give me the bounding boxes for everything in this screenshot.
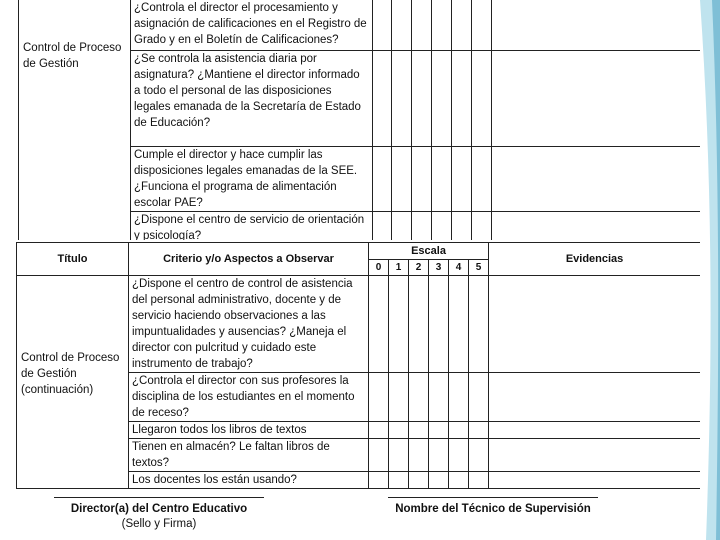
scale-cell-3[interactable] xyxy=(432,146,452,211)
criteria-text: Cumple el director y hace cumplir las disposiciones legales emanadas de la SEE. ¿Funciona el programa de alimentación escolar PAE? xyxy=(134,148,358,209)
checklist-table-page-2 xyxy=(16,242,700,489)
signature-label-right: Nombre del Técnico de Supervisión xyxy=(395,503,591,515)
evaluation-sheet-page-2 xyxy=(16,242,700,540)
scale-cell-0[interactable] xyxy=(369,422,389,439)
criteria-cell xyxy=(131,211,373,240)
scale-cell-1[interactable] xyxy=(392,50,412,146)
scale-value-3: 3 xyxy=(429,260,449,276)
criteria-cell xyxy=(129,422,369,439)
evidence-cell[interactable] xyxy=(489,422,700,439)
evidence-cell[interactable] xyxy=(492,0,701,50)
scale-cell-1[interactable] xyxy=(389,276,409,373)
scale-cell-5[interactable] xyxy=(469,472,489,489)
scale-value-0: 0 xyxy=(369,260,389,276)
scale-cell-0[interactable] xyxy=(373,50,392,146)
header-title: Título xyxy=(17,243,129,276)
scale-cell-4[interactable] xyxy=(449,439,469,472)
scale-cell-2[interactable] xyxy=(409,373,429,422)
scale-value-5: 5 xyxy=(469,260,489,276)
scale-cell-4[interactable] xyxy=(449,373,469,422)
scale-cell-3[interactable] xyxy=(432,211,452,240)
scale-cell-4[interactable] xyxy=(452,146,472,211)
scale-cell-2[interactable] xyxy=(412,146,432,211)
scale-cell-2[interactable] xyxy=(412,0,432,50)
evaluation-sheet-page-1 xyxy=(18,0,700,240)
scale-cell-0[interactable] xyxy=(373,146,392,211)
evidence-cell[interactable] xyxy=(489,472,700,489)
criteria-cell xyxy=(129,373,369,422)
evidence-cell[interactable] xyxy=(492,146,701,211)
scale-value-1: 1 xyxy=(389,260,409,276)
scale-cell-1[interactable] xyxy=(389,373,409,422)
criteria-cell xyxy=(131,50,373,146)
scale-cell-1[interactable] xyxy=(392,0,412,50)
scale-cell-3[interactable] xyxy=(429,276,449,373)
criteria-text: ¿Dispone el centro de control de asistencia del personal administrativo, docente y de servicio haciendo observaciones a las impuntualidades y ausencias? ¿Maneja el director con pulcritud y cuidado este instrumento de trabajo? xyxy=(132,278,353,370)
criteria-text: ¿Se controla la asistencia diaria por asignatura? ¿Mantiene el director informado a todo el personal de las disposiciones legales emanada de la Secretaría de Estado de Educación? xyxy=(134,52,361,129)
evidence-cell[interactable] xyxy=(492,50,701,146)
scale-cell-1[interactable] xyxy=(392,146,412,211)
scale-cell-4[interactable] xyxy=(449,422,469,439)
scale-cell-1[interactable] xyxy=(389,472,409,489)
scale-value-2: 2 xyxy=(409,260,429,276)
scale-cell-0[interactable] xyxy=(373,0,392,50)
scale-cell-1[interactable] xyxy=(389,439,409,472)
scale-cell-5[interactable] xyxy=(469,373,489,422)
header-criteria: Criterio y/o Aspectos a Observar xyxy=(129,243,369,276)
scale-cell-0[interactable] xyxy=(369,439,389,472)
checklist-table-page-1 xyxy=(18,0,700,240)
scale-cell-3[interactable] xyxy=(429,472,449,489)
scale-cell-3[interactable] xyxy=(429,422,449,439)
criteria-text: ¿Dispone el centro de servicio de orientación y psicología? xyxy=(134,213,365,240)
scale-cell-4[interactable] xyxy=(452,0,472,50)
evidence-cell[interactable] xyxy=(489,373,700,422)
scale-cell-5[interactable] xyxy=(472,211,492,240)
scale-cell-3[interactable] xyxy=(429,373,449,422)
scale-cell-2[interactable] xyxy=(409,422,429,439)
criteria-text: ¿Controla el director el procesamiento y asignación de calificaciones en el Registro de Grado y en el Boletín de Calificaciones? xyxy=(134,2,367,46)
criteria-cell xyxy=(131,0,373,50)
scale-cell-3[interactable] xyxy=(429,439,449,472)
section-title: Control de Proceso de Gestión (continuación) xyxy=(21,352,120,396)
scale-cell-0[interactable] xyxy=(369,276,389,373)
scale-cell-1[interactable] xyxy=(389,422,409,439)
scale-cell-0[interactable] xyxy=(369,373,389,422)
scale-cell-5[interactable] xyxy=(472,146,492,211)
scale-cell-1[interactable] xyxy=(392,211,412,240)
scale-value-4: 4 xyxy=(449,260,469,276)
header-scale: Escala xyxy=(369,243,489,260)
scale-cell-2[interactable] xyxy=(412,50,432,146)
scale-cell-4[interactable] xyxy=(449,276,469,373)
scale-cell-4[interactable] xyxy=(452,211,472,240)
scale-cell-4[interactable] xyxy=(452,50,472,146)
scale-cell-5[interactable] xyxy=(472,50,492,146)
scale-cell-0[interactable] xyxy=(369,472,389,489)
scale-cell-2[interactable] xyxy=(409,439,429,472)
evidence-cell[interactable] xyxy=(489,276,700,373)
signature-sublabel-left: (Sello y Firma) xyxy=(121,518,197,530)
scale-cell-5[interactable] xyxy=(472,0,492,50)
scale-cell-3[interactable] xyxy=(432,50,452,146)
section-title: Control de Proceso de Gestión xyxy=(23,42,122,70)
scale-cell-2[interactable] xyxy=(409,276,429,373)
criteria-cell xyxy=(129,276,369,373)
criteria-text: Llegaron todos los libros de textos xyxy=(132,424,307,436)
signature-line-left xyxy=(54,497,264,498)
scale-cell-2[interactable] xyxy=(409,472,429,489)
section-title-cell xyxy=(19,0,131,240)
scale-cell-5[interactable] xyxy=(469,276,489,373)
criteria-cell xyxy=(131,146,373,211)
criteria-text: Tienen en almacén? Le faltan libros de textos? xyxy=(132,441,330,469)
header-evidence: Evidencias xyxy=(489,243,700,276)
criteria-cell xyxy=(129,472,369,489)
evidence-cell[interactable] xyxy=(492,211,701,240)
criteria-cell xyxy=(129,439,369,472)
section-title-cell xyxy=(17,276,129,489)
signature-line-right xyxy=(388,497,598,498)
scale-cell-0[interactable] xyxy=(373,211,392,240)
signature-label-left: Director(a) del Centro Educativo xyxy=(70,503,248,515)
evidence-cell[interactable] xyxy=(489,439,700,472)
scale-cell-5[interactable] xyxy=(469,439,489,472)
scale-cell-3[interactable] xyxy=(432,0,452,50)
criteria-text: ¿Controla el director con sus profesores la disciplina de los estudiantes en el momento de receso? xyxy=(132,375,355,419)
scale-cell-4[interactable] xyxy=(449,472,469,489)
scale-cell-2[interactable] xyxy=(412,211,432,240)
criteria-text: Los docentes los están usando? xyxy=(132,474,297,486)
scale-cell-5[interactable] xyxy=(469,422,489,439)
